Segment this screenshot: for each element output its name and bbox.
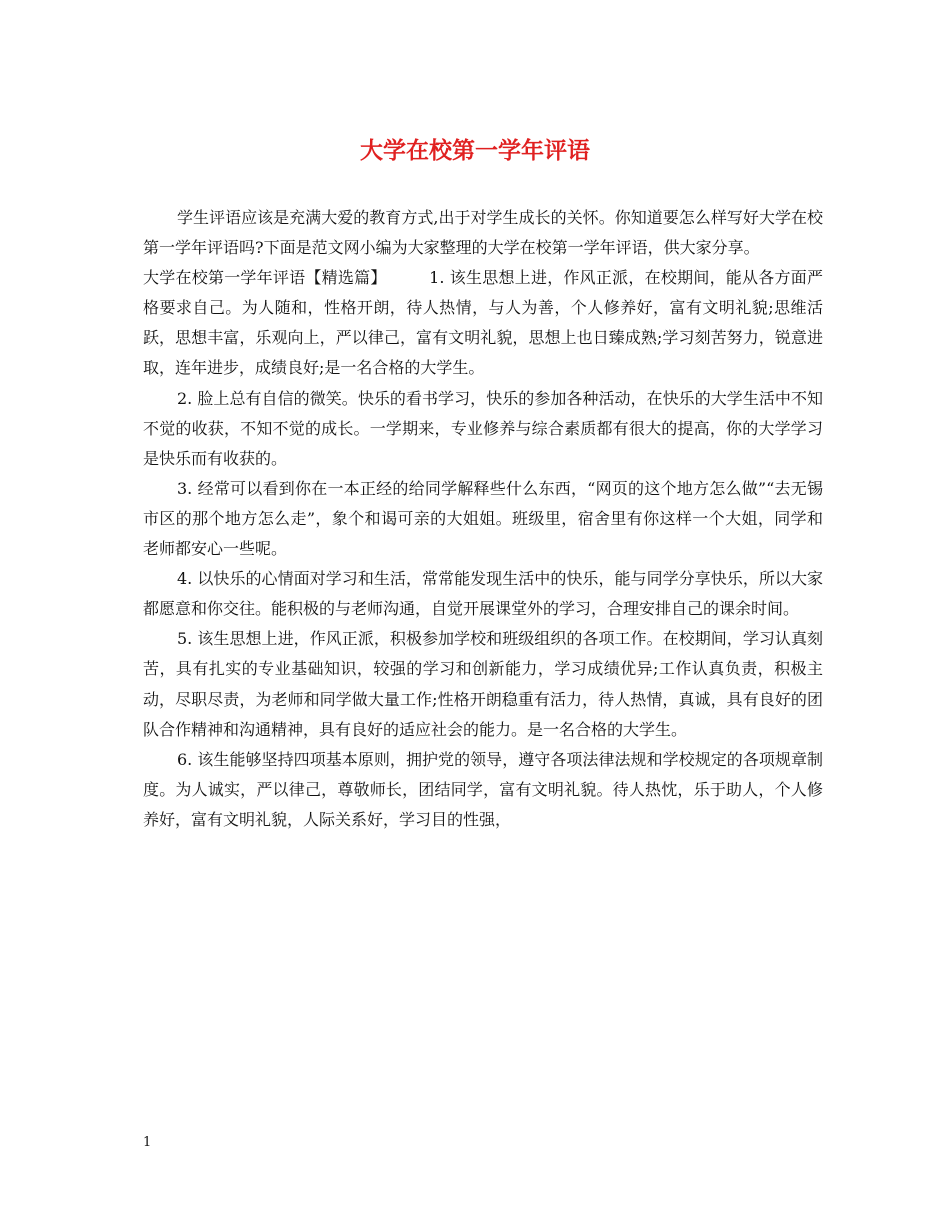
comment-item-5: 5. 该生思想上进，作风正派，积极参加学校和班级组织的各项工作。在校期间，学习认真刻苦，具有扎实的专业基础知识，较强的学习和创新能力，学习成绩优异;工作认真负责，积极主动，尽职尽责，为老师和同学做大量工作;性格开朗稳重有活力，待人热情，真诚，具有良好的团队合作精神和沟通精神，具有良好的适应社会的能力。是一名合格的大学生。 <box>143 629 823 739</box>
intro-paragraph: 学生评语应该是充满大爱的教育方式,出于对学生成长的关怀。你知道要怎么样写好大学在校第一学年评语吗?下面是范文网小编为大家整理的大学在校第一学年评语，供大家分享。 <box>143 208 823 258</box>
comment-item-3: 3. 经常可以看到你在一本正经的给同学解释些什么东西，“网页的这个地方怎么做”“去无锡市区的那个地方怎么走”，象个和谒可亲的大姐姐。班级里，宿舍里有你这样一个大姐，同学和老师都安心一些呢。 <box>143 478 823 559</box>
section-paragraph <box>143 263 823 383</box>
page-number: 1 <box>143 1135 152 1150</box>
comment-item-6: 6. 该生能够坚持四项基本原则，拥护党的领导，遵守各项法律法规和学校规定的各项规章制度。为人诚实，严以律己，尊敬师长，团结同学，富有文明礼貌。待人热忱，乐于助人，个人修养好，富有文明礼貌，人际关系好，学习目的性强， <box>143 749 823 829</box>
comment-item-2: 2. 脸上总有自信的微笑。快乐的看书学习，快乐的参加各种活动，在快乐的大学生活中不知不觉的收获，不知不觉的成长。一学期来，专业修养与综合素质都有很大的提高，你的大学学习是快乐而有收获的。 <box>143 388 823 468</box>
document-title: 大学在校第一学年评语 <box>360 137 590 164</box>
comment-item-4: 4. 以快乐的心情面对学习和生活，常常能发现生活中的快乐，能与同学分享快乐，所以大家都愿意和你交往。能积极的与老师沟通，自觉开展课堂外的学习，合理安排自己的课余时间。 <box>143 569 823 619</box>
spacer <box>387 268 430 287</box>
section-heading: 大学在校第一学年评语【精选篇】 <box>143 268 387 288</box>
comment-item-1: 1. 该生思想上进，作风正派，在校期间，能从各方面严格要求自己。为人随和，性格开朗，待人热情，与人为善，个人修养好，富有文明礼貌;思维活跃，思想丰富，乐观向上，严以律己，富有文明礼貌，思想上也日臻成熟;学习刻苦努力，锐意进取，连年进步，成绩良好;是一名合格的大学生。 <box>143 268 823 378</box>
document-body <box>143 203 823 835</box>
